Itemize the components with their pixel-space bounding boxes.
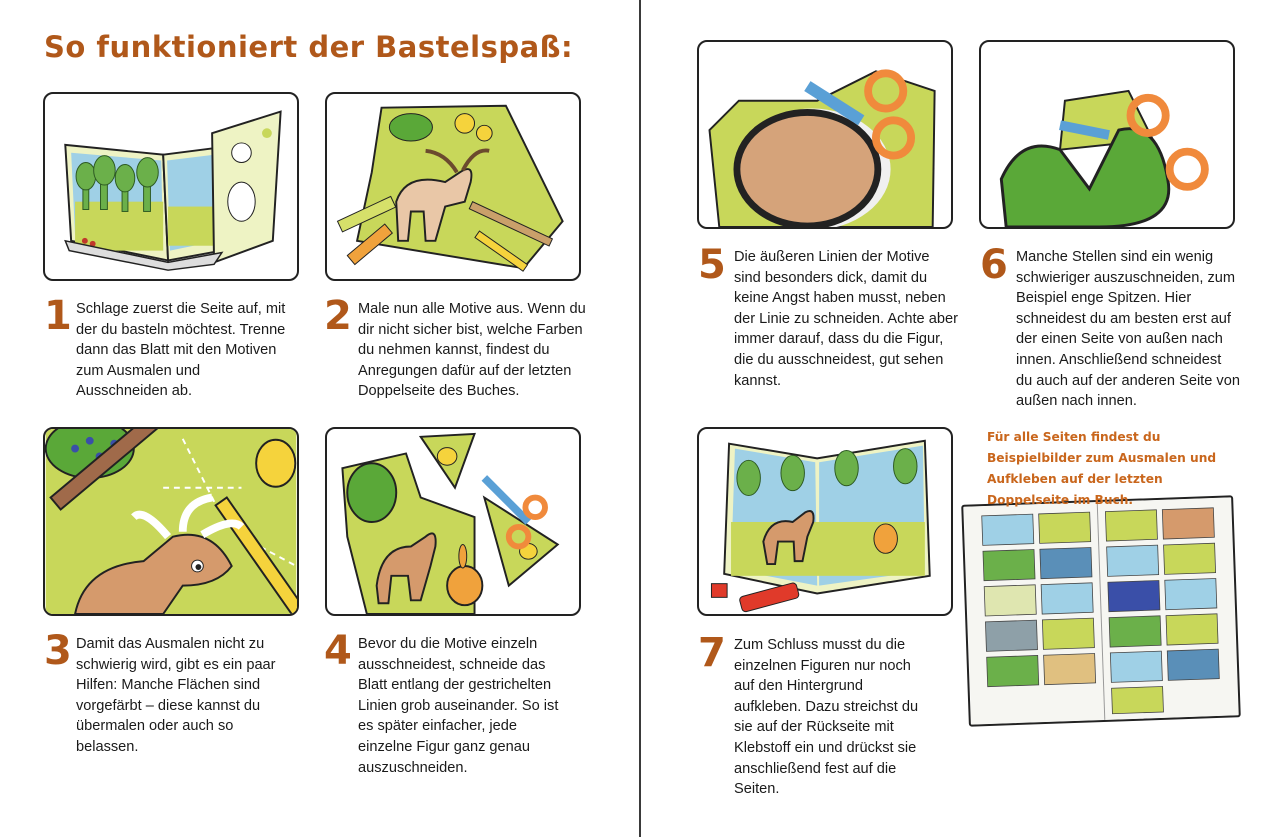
illustration-example-pages [961, 495, 1241, 726]
step-number: 6 [980, 242, 1008, 288]
step-text: Schlage zuerst die Seite auf, mit der du basteln möchtest. Trenne dann das Blatt mit den Motiven zum Ausmalen und Ausschneiden ab. [76, 301, 286, 400]
step-text: Zum Schluss musst du die einzelnen Figuren nur noch auf den Hintergrund aufkleben. Dazu streichst du sie auf der Rückseite mit Klebstoff ein und drückst sie anschließend fest auf die Seiten. [734, 637, 919, 798]
illustration-coloring [325, 92, 581, 281]
step-text: Die äußeren Linien der Motive sind besonders dick, damit du keine Angst haben musst, neben der Linie zu schneiden. Achte aber immer darauf, dass du die Figur, die du ausschneidest, gut sehen kannst. [734, 249, 958, 389]
step-number: 1 [44, 293, 72, 339]
illustration-prefilled-areas [43, 427, 299, 616]
step-text: Damit das Ausmalen nicht zu schwierig wird, gibt es ein paar Hilfen: Manche Flächen sind vorgefärbt – diese kannst du übermalen oder auch so belassen. [76, 636, 276, 755]
step-number: 4 [324, 628, 352, 674]
page-title: So funktioniert der Bastelspaß: [44, 30, 574, 64]
illustration-thick-outlines [697, 40, 953, 229]
step-number: 5 [698, 242, 726, 288]
step-text: Bevor du die Motive einzeln ausschneidest, schneide das Blatt entlang der gestrichelten Linien grob auseinander. So ist es später einfacher, jede einzelne Figur ganz genau auszuschneiden. [358, 636, 559, 776]
step-number: 7 [698, 630, 726, 676]
step-text: Male nun alle Motive aus. Wenn du dir nicht sicher bist, welche Farben du nehmen kannst, findest du Anregungen dafür auf der letzten Doppelseite des Buches. [358, 301, 586, 400]
illustration-glue-figures [697, 427, 953, 616]
step-text: Manche Stellen sind ein wenig schwieriger auszuschneiden, zum Beispiel enge Spitzen. Hier schneidest du am besten erst auf der einen Seite von außen nach innen. Anschließend schneidest du auch auf der anderen Seite von außen nach innen. [1016, 249, 1240, 410]
step-number: 3 [44, 628, 72, 674]
illustration-open-book [43, 92, 299, 281]
illustration-sharp-tips [979, 40, 1235, 229]
hint-text: Für alle Seiten findest du Beispielbilder zum Ausmalen und Aufkleben auf der letzten Doppelseite im Buch. [987, 430, 1217, 507]
illustration-rough-cutting [325, 427, 581, 616]
step-number: 2 [324, 293, 352, 339]
